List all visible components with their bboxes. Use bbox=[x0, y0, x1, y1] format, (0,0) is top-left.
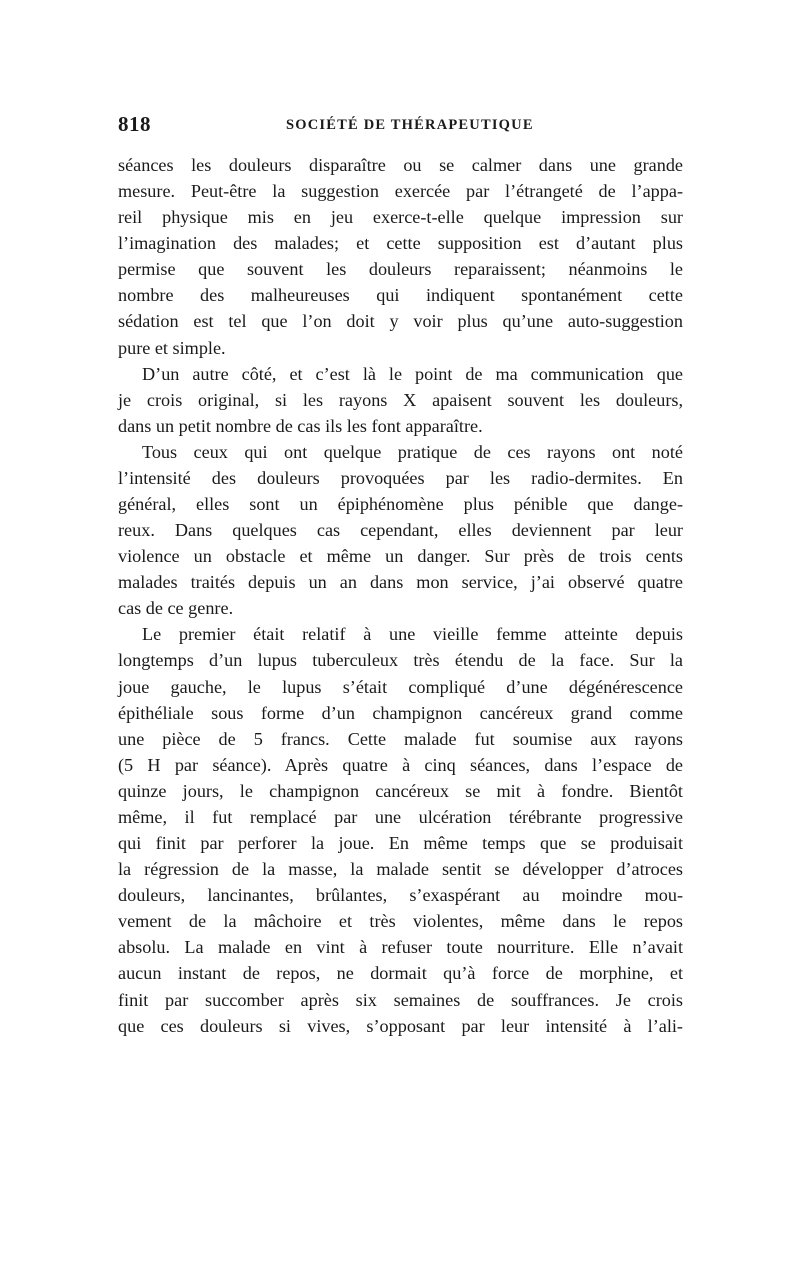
running-title: SOCIÉTÉ DE THÉRAPEUTIQUE bbox=[286, 117, 534, 133]
text-line: absolu. La malade en vint à refuser toute nourriture. Elle n’avait bbox=[118, 937, 683, 958]
text-line: D’un autre côté, et c’est là le point de ma communication que bbox=[142, 363, 683, 384]
text-line: reil physique mis en jeu exerce-t-elle quelque impression sur bbox=[118, 207, 683, 228]
text-line: vement de la mâchoire et très violentes, même dans le repos bbox=[118, 911, 683, 932]
text-line: mesure. Peut-être la suggestion exercée par l’étrangeté de l’appa- bbox=[118, 181, 683, 202]
text-line: même, il fut remplacé par une ulcération térébrante progressive bbox=[118, 806, 683, 827]
text-line: Le premier était relatif à une vieille femme atteinte depuis bbox=[142, 624, 683, 645]
page-number: 818 bbox=[118, 112, 151, 136]
text-line: violence un obstacle et même un danger. Sur près de trois cents bbox=[118, 546, 683, 567]
text-line: aucun instant de repos, ne dormait qu’à force de morphine, et bbox=[118, 963, 683, 984]
text-line: pure et simple. bbox=[118, 337, 226, 358]
text-line: reux. Dans quelques cas cependant, elles deviennent par leur bbox=[118, 520, 683, 541]
page-header bbox=[118, 112, 680, 142]
text-line: douleurs, lancinantes, brûlantes, s’exaspérant au moindre mou- bbox=[118, 885, 683, 906]
text-line: l’imagination des malades; et cette supposition est d’autant plus bbox=[118, 233, 683, 254]
text-line: finit par succomber après six semaines de souffrances. Je crois bbox=[118, 989, 683, 1010]
text-line: l’intensité des douleurs provoquées par les radio-dermites. En bbox=[118, 467, 683, 488]
text-line: Tous ceux qui ont quelque pratique de ces rayons ont noté bbox=[142, 441, 683, 462]
text-line: (5 H par séance). Après quatre à cinq séances, dans l’espace de bbox=[118, 754, 683, 775]
text-line: général, elles sont un épiphénomène plus pénible que dange- bbox=[118, 494, 683, 515]
text-line: malades traités depuis un an dans mon service, j’ai observé quatre bbox=[118, 572, 683, 593]
text-line: sédation est tel que l’on doit y voir plus qu’une auto-suggestion bbox=[118, 311, 683, 332]
body-text bbox=[118, 152, 683, 1039]
text-line: une pièce de 5 francs. Cette malade fut soumise aux rayons bbox=[118, 728, 683, 749]
text-line: qui finit par perforer la joue. En même temps que se produisait bbox=[118, 833, 683, 854]
text-line: permise que souvent les douleurs reparaissent; néanmoins le bbox=[118, 259, 683, 280]
text-line: cas de ce genre. bbox=[118, 598, 234, 619]
text-line: que ces douleurs si vives, s’opposant par leur intensité à l’ali- bbox=[118, 1015, 683, 1036]
text-line: joue gauche, le lupus s’était compliqué d’une dégénérescence bbox=[118, 676, 683, 697]
text-line: je crois original, si les rayons X apaisent souvent les douleurs, bbox=[118, 389, 683, 410]
text-line: épithéliale sous forme d’un champignon cancéreux grand comme bbox=[118, 702, 683, 723]
text-line: dans un petit nombre de cas ils les font apparaître. bbox=[118, 415, 483, 436]
text-line: nombre des malheureuses qui indiquent spontanément cette bbox=[118, 285, 683, 306]
text-line: quinze jours, le champignon cancéreux se mit à fondre. Bientôt bbox=[118, 780, 683, 801]
text-line: longtemps d’un lupus tuberculeux très étendu de la face. Sur la bbox=[118, 650, 683, 671]
text-line: séances les douleurs disparaître ou se calmer dans une grande bbox=[118, 155, 683, 175]
text-line: la régression de la masse, la malade sentit se développer d’atroces bbox=[118, 859, 683, 880]
